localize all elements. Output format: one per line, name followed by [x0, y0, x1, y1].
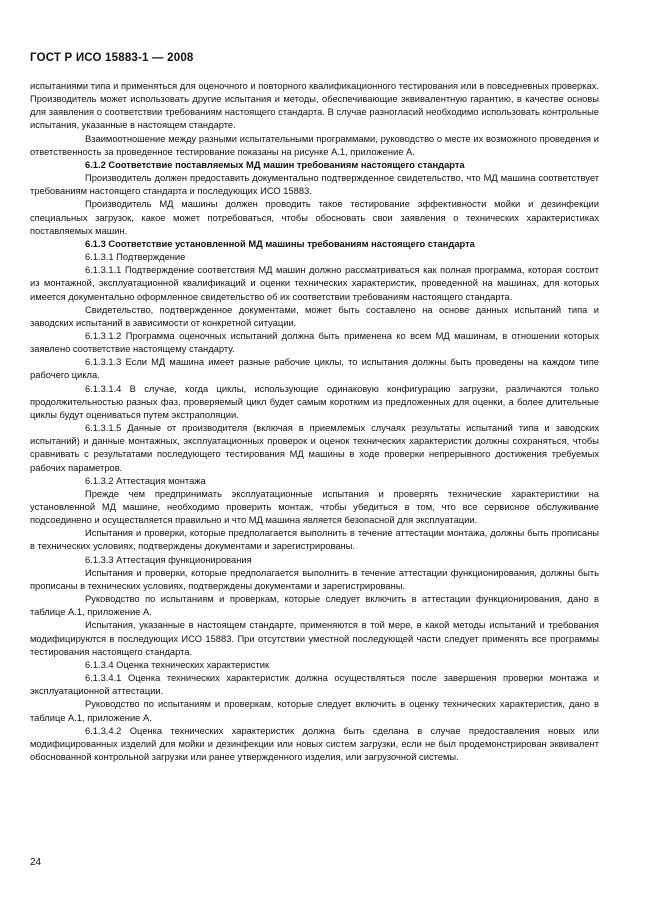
page-number: 24	[30, 857, 42, 868]
document-body	[30, 80, 599, 764]
paragraph: Руководство по испытаниям и проверкам, которые следует включить в аттестации функционирования, дано в таблице А.1, приложение А.	[30, 594, 599, 618]
subsection-title: 6.1.3.3 Аттестация функционирования	[85, 554, 252, 565]
paragraph: Испытания и проверки, которые предполагается выполнить в течение аттестации функционирования, должны быть прописаны в технических условиях, подтверждены документами и зарегистрированы.	[30, 567, 599, 591]
section-heading: 6.1.2 Соответствие поставляемых МД машин требованиям настоящего стандарта	[85, 159, 465, 170]
subsection-title: 6.1.3.4 Оценка технических характеристик	[85, 659, 270, 670]
paragraph: 6.1.3.1.4 В случае, когда циклы, использующие одинаковую конфигурацию загрузки, различаются только продолжительностью разных фаз, проверяемый цикл будет самым коротким из предложенных для оценки, а более длительные циклы будут оцениваться путем экстраполяции.	[30, 383, 599, 420]
paragraph: Руководство по испытаниям и проверкам, которые следует включить в оценку технических характеристик, дано в таблице А.1, приложение А.	[30, 699, 599, 723]
paragraph: Производитель МД машины должен проводить такое тестирование эффективности мойки и дезинфекции специальных загрузок, какое может потребоваться, чтобы обосновать свои заявления о технических характеристиках поставляемых машин.	[30, 199, 599, 236]
document-header: ГОСТ Р ИСО 15883-1 — 2008	[30, 52, 194, 64]
paragraph: Испытания, указанные в настоящем стандарте, применяются в той мере, в какой методы испытаний и требования модифицируются в последующих ИСО 15883. При отсутствии уместной последующей части следует применять все программы тестирования настоящего стандарта.	[30, 620, 599, 657]
paragraph: Испытания и проверки, которые предполагается выполнить в течение аттестации монтажа, должны быть прописаны в технических условиях, подтверждены документами и зарегистрированы.	[30, 528, 599, 552]
section-heading: 6.1.3 Соответствие установленной МД машины требованиям настоящего стандарта	[85, 238, 475, 249]
paragraph: 6.1.3.1.1 Подтверждение соответствия МД машин должно рассматриваться как полная программа, которая состоит из монтажной, эксплуатационной квалификаций и оценки технических характеристик, проведенной на машинах, для которых имеется документально оформленное свидетельство об их соответствии требованиям настоящего стандарта.	[30, 265, 599, 302]
paragraph: Взаимоотношение между разными испытательными программами, руководство о месте их возможного проведения и ответственность за проведенное тестирование показаны на рисунке А.1, приложение А.	[30, 133, 599, 157]
paragraph: 6.1.3.4.1 Оценка технических характеристик должна осуществляться после завершения проверки монтажа и эксплуатационной аттестации.	[30, 673, 599, 697]
paragraph: Производитель должен предоставить документально подтвержденное свидетельство, что МД машина соответствует требованиям настоящего стандарта и последующих ИСО 15883.	[30, 173, 599, 197]
paragraph: Свидетельство, подтвержденное документами, может быть составлено на основе данных испытаний типа и заводских испытаний в зависимости от конкретной ситуации.	[30, 304, 599, 328]
subsection-title: 6.1.3.2 Аттестация монтажа	[85, 475, 206, 486]
paragraph: 6.1.3.1.2 Программа оценочных испытаний должна быть применена ко всем МД машинам, в отношении которых заявлено соответствие настоящему стандарту.	[30, 330, 599, 355]
paragraph: 6.1.3.1.5 Данные от производителя (включая в приемлемых случаях результаты испытаний типа и заводских испытаний) и данные монтажных, эксплуатационных проверок и оценок технических характеристик должны сохраняться, чтобы сравнивать с результатами последующего тестирования МД машины в ходе проверки непрерывного достижения требуемых рабочих параметров.	[30, 423, 599, 473]
paragraph: 6.1.3.4.2 Оценка технических характеристик должна быть сделана в случае предоставления новых или модифицированных изделий для мойки и дезинфекции или новых систем загрузки, если не был продемонстрирован эквивалент обоснованной контрольной загрузки или ранее утвержденного изделия, или загрузочной системы.	[30, 725, 599, 762]
paragraph: Прежде чем предпринимать эксплуатационные испытания и проверять технические характеристики на установленной МД машине, необходимо проверить монтаж, чтобы убедиться в том, что все сервисное обслуживание подсоединено и осуществляется правильно и что МД машина является безопасной для эксплуатации.	[30, 488, 599, 526]
subsection-title: 6.1.3.1 Подтверждение	[85, 252, 186, 263]
paragraph: 6.1.3.1.3 Если МД машина имеет разные рабочие циклы, то испытания должны быть проведены на каждом типе рабочего цикла.	[30, 357, 599, 381]
paragraph: испытаниями типа и применяться для оценочного и повторного квалификационного тестирования или в повседневных проверках. Производитель может использовать другие испытания и методы, обеспечивающие эквивалентную гарантию, в качестве основы для заявления о соответствии требованиям настоящего стандарта. В случае разногласий необходимо использовать контрольные испытания, указанные в настоящем стандарте.	[30, 81, 599, 131]
